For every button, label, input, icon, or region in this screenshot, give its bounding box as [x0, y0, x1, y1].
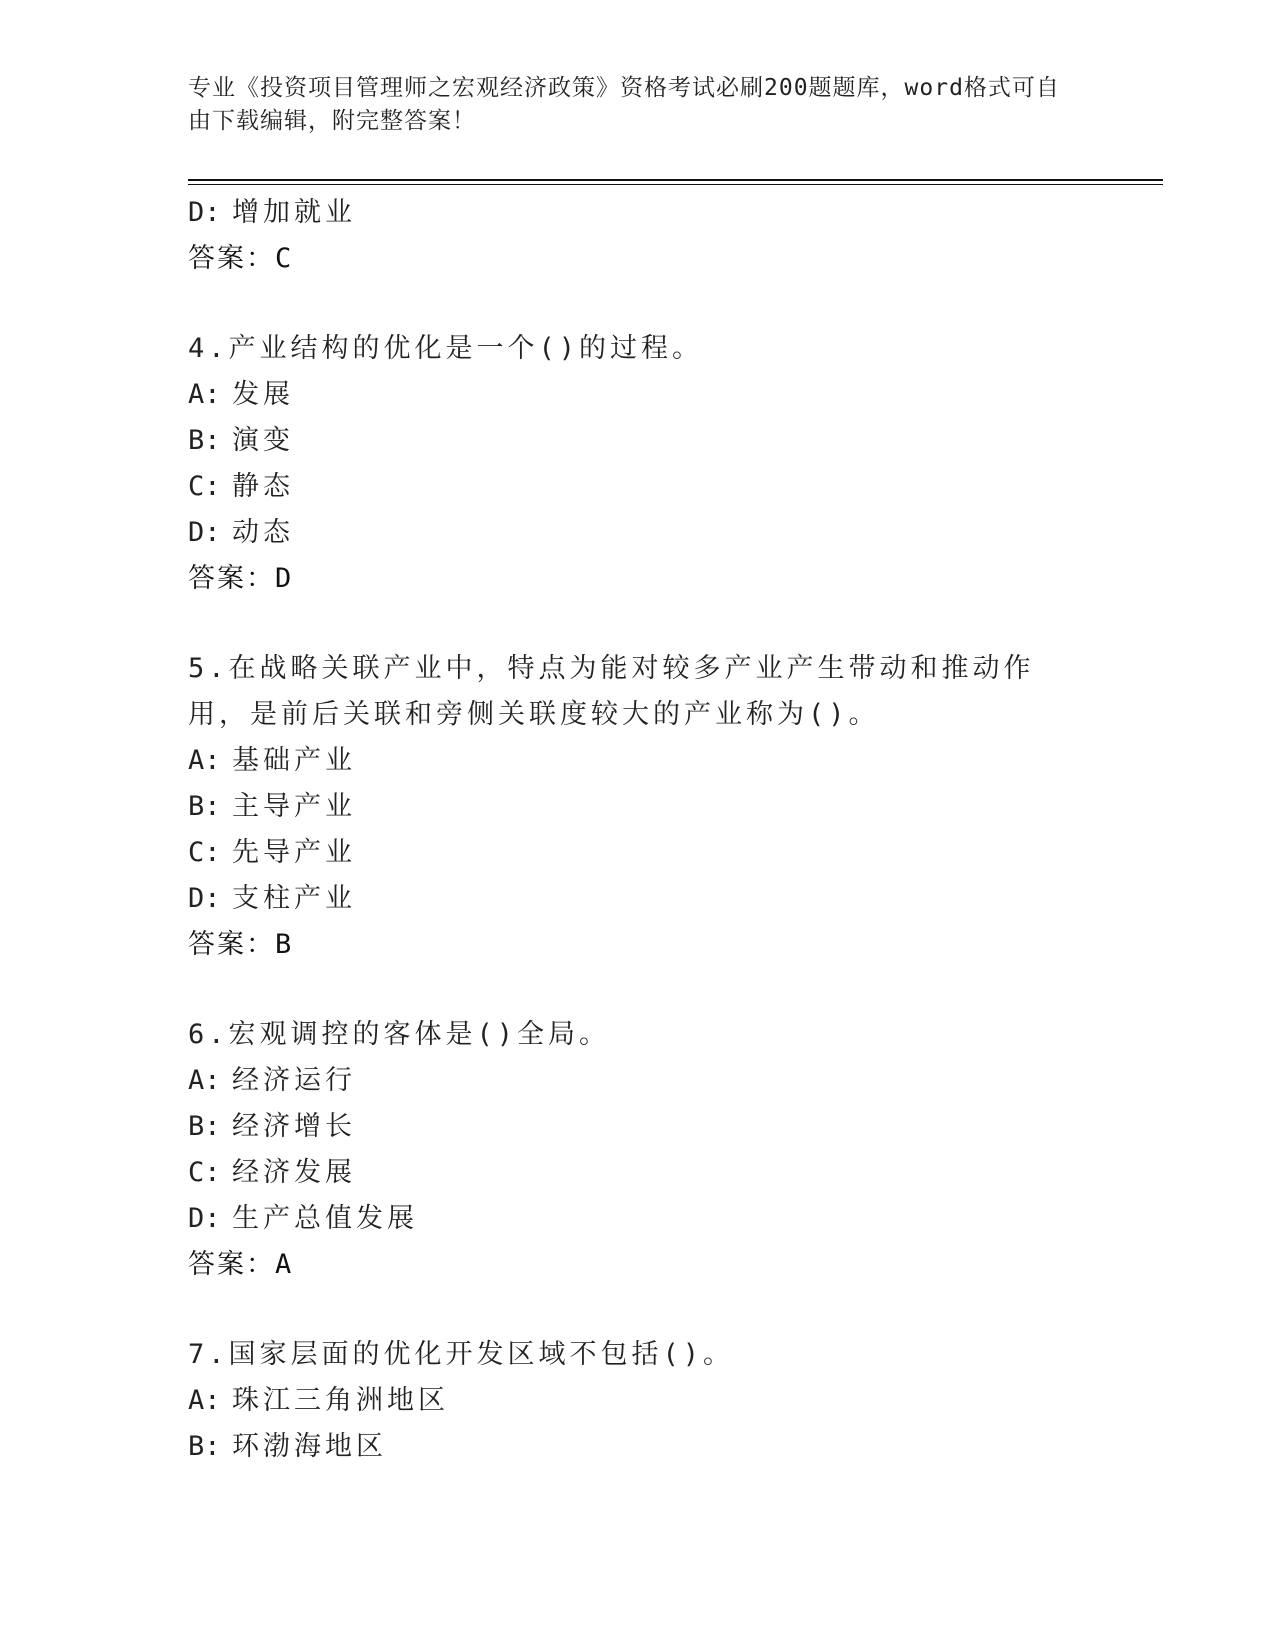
q5-option-a: [188, 738, 1088, 784]
q4-option-d: [188, 510, 1088, 556]
q4-stem: 4.产业结构的优化是一个()的过程。: [188, 333, 704, 364]
option-text: 动态: [232, 517, 294, 548]
header-rule-thin: [188, 184, 1163, 185]
q7-stem: 7.国家层面的优化开发区域不包括()。: [188, 1339, 735, 1370]
option-key: A:: [188, 745, 221, 776]
option-key: C:: [188, 471, 221, 502]
option-text: 生产总值发展: [232, 1203, 418, 1234]
option-text: 基础产业: [232, 745, 356, 776]
option-key: B:: [188, 425, 221, 456]
option-text: 演变: [232, 425, 294, 456]
option-text: 静态: [232, 471, 294, 502]
header-text: 专业《投资项目管理师之宏观经济政策》资格考试必刷200题题库，word格式可自由下载编辑，附完整答案！: [188, 75, 1060, 134]
option-text: 支柱产业: [232, 883, 356, 914]
q5-option-c: [188, 830, 1088, 876]
option-key: B:: [188, 791, 221, 822]
option-key: D:: [188, 517, 221, 548]
answer-label: 答案：: [188, 563, 275, 594]
option-key: B:: [188, 1111, 221, 1142]
answer-label: 答案：: [188, 243, 275, 274]
q5-option-d: [188, 876, 1088, 922]
q5-answer: [188, 922, 1088, 968]
option-text: 经济增长: [232, 1111, 356, 1142]
q6-option-a: [188, 1058, 1088, 1104]
option-key: D:: [188, 1203, 221, 1234]
option-text: 珠江三角洲地区: [232, 1385, 449, 1416]
q3-option-d: [188, 190, 1088, 236]
option-key: A:: [188, 1385, 221, 1416]
q4-option-c: [188, 464, 1088, 510]
answer-value: D: [275, 563, 292, 594]
q7-option-a: [188, 1378, 1088, 1424]
q6-stem: 6.宏观调控的客体是()全局。: [188, 1019, 611, 1050]
answer-label: 答案：: [188, 929, 275, 960]
q5-option-b: [188, 784, 1088, 830]
option-text: 先导产业: [232, 837, 356, 868]
option-text: 经济发展: [232, 1157, 356, 1188]
option-text: 主导产业: [232, 791, 356, 822]
option-text: 环渤海地区: [232, 1431, 387, 1462]
option-key: A:: [188, 1065, 221, 1096]
answer-value: A: [275, 1249, 292, 1280]
option-key: B:: [188, 1431, 221, 1462]
q5-stem: 5.在战略关联产业中，特点为能对较多产业产生带动和推动作用，是前后关联和旁侧关联度较大的产业称为()。: [188, 653, 1035, 730]
q6-option-b: [188, 1104, 1088, 1150]
document-header: [188, 72, 1068, 138]
question-content: [188, 190, 1088, 1470]
answer-value: C: [275, 243, 292, 274]
q4-option-a: [188, 372, 1088, 418]
option-key: D:: [188, 197, 221, 228]
q6-answer: [188, 1242, 1088, 1288]
q3-answer: [188, 236, 1088, 282]
option-text: 增加就业: [232, 197, 356, 228]
option-key: D:: [188, 883, 221, 914]
answer-label: 答案：: [188, 1249, 275, 1280]
answer-value: B: [275, 929, 292, 960]
option-key: C:: [188, 1157, 221, 1188]
option-text: 经济运行: [232, 1065, 356, 1096]
q4-option-b: [188, 418, 1088, 464]
option-key: C:: [188, 837, 221, 868]
option-text: 发展: [232, 379, 294, 410]
q4-answer: [188, 556, 1088, 602]
header-rule-thick: [188, 179, 1163, 181]
q6-option-c: [188, 1150, 1088, 1196]
q6-option-d: [188, 1196, 1088, 1242]
q7-option-b: [188, 1424, 1088, 1470]
option-key: A:: [188, 379, 221, 410]
